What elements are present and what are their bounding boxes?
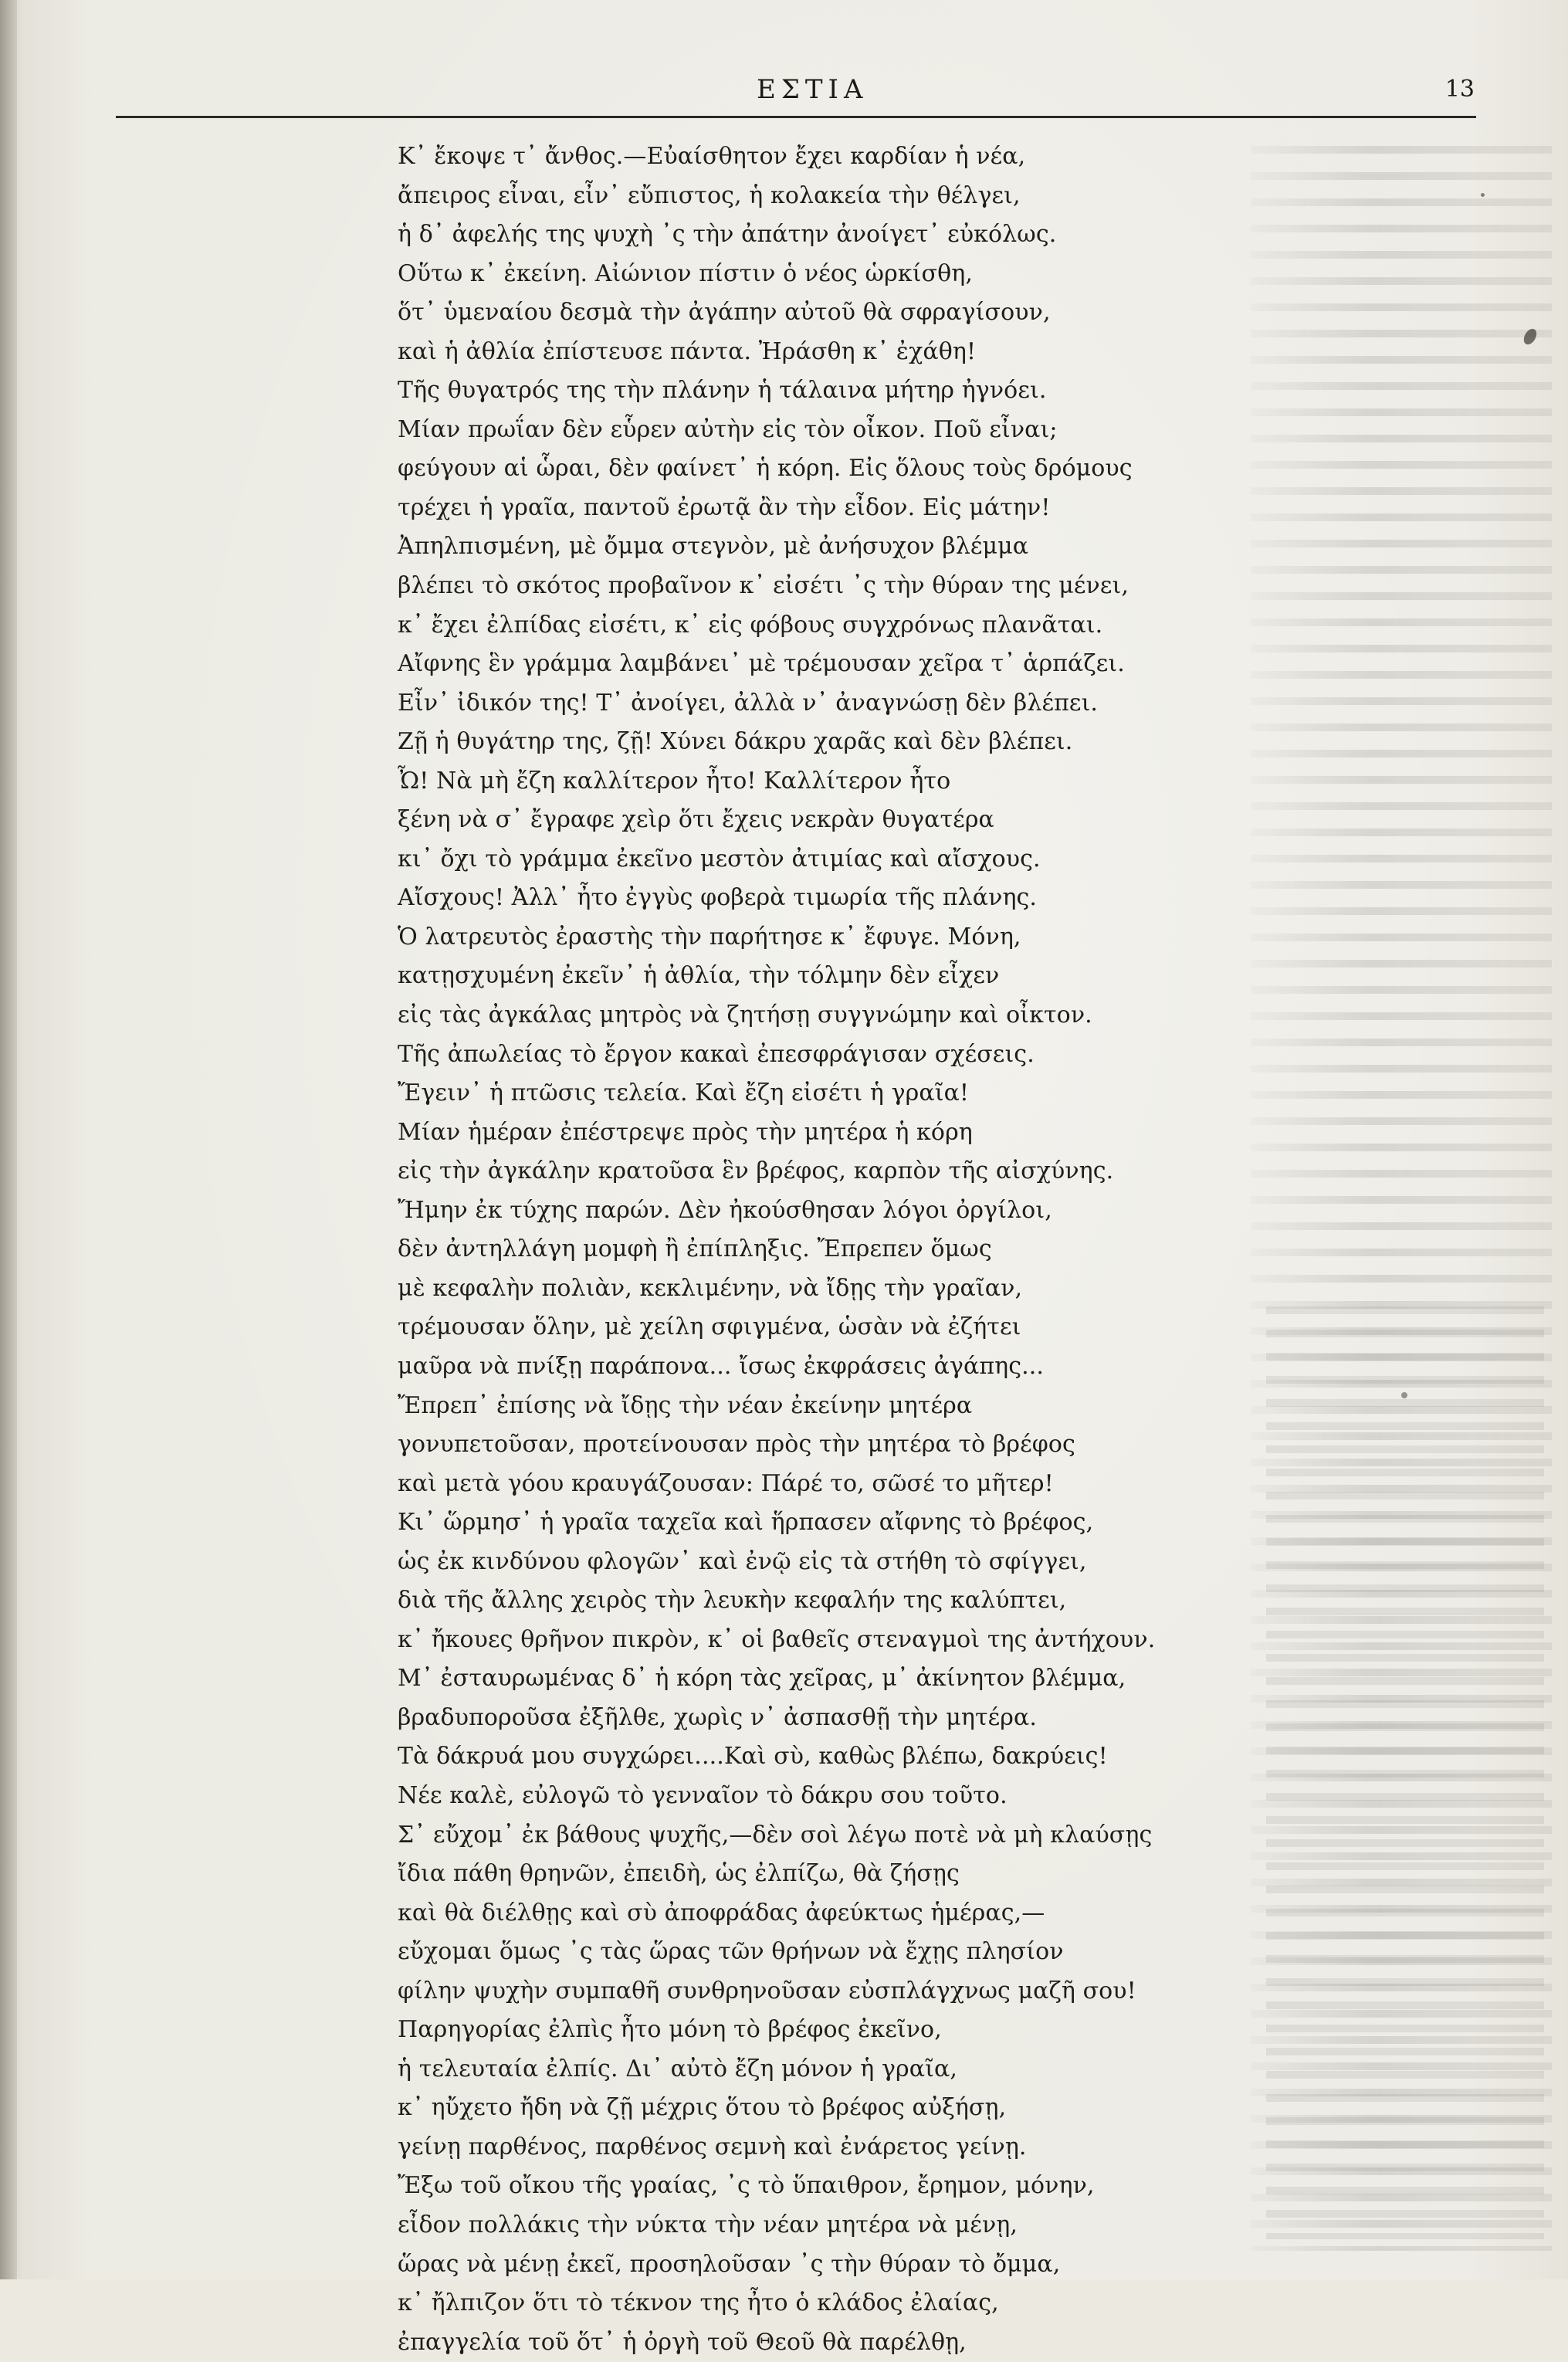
poem-line: Μίαν ἡμέραν ἐπέστρεψε πρὸς τὴν μητέρα ἡ κόρη [398,1118,973,1146]
poem-line: Ἤμην ἐκ τύχης παρών. Δὲν ἠκούσθησαν λόγοι ὀργίλοι, [398,1196,1052,1224]
poem-line: Ἔγειν᾽ ἡ πτῶσις τελεία. Καὶ ἔζη εἰσέτι ἡ γραῖα! [398,1079,970,1107]
poem-line: καὶ μετὰ γόου κραυγάζουσαν: Πάρέ το, σῶσέ το μῆτερ! [398,1469,1054,1497]
poem-line: Σ᾽ εὔχομ᾽ ἐκ βάθους ψυχῆς,—δὲν σοὶ λέγω ποτὲ νὰ μὴ κλαύσῃς [398,1821,1153,1849]
poem-body [398,137,1270,2362]
header-rule [116,116,1476,118]
page-gutter-shadow [0,0,17,2279]
journal-title: ΕΣΤΙΑ [757,74,869,105]
poem-line: Ζῇ ἡ θυγάτηρ της, ζῇ! Χύνει δάκρυ χαρᾶς καὶ δὲν βλέπει. [398,728,1073,756]
poem-line: Ὦ! Νὰ μὴ ἔζη καλλίτερον ἦτο! Καλλίτερον ἦτο [398,767,951,795]
poem-line: Ἀπηλπισμένη, μὲ ὄμμα στεγνὸν, μὲ ἀνήσυχον βλέμμα [398,533,1029,561]
poem-line: ὡς ἐκ κινδύνου φλογῶν᾽ καὶ ἐνῷ εἰς τὰ στήθη τὸ σφίγγει, [398,1547,1087,1575]
poem-line: εἰς τὰς ἀγκάλας μητρὸς νὰ ζητήσῃ συγγνώμην καὶ οἶκτον. [398,1001,1092,1029]
poem-line: Μ᾽ ἐσταυρωμένας δ᾽ ἡ κόρη τὰς χεῖρας, μ᾽ ἀκίνητον βλέμμα, [398,1665,1126,1693]
poem-line: Ἔξω τοῦ οἴκου τῆς γραίας, ᾽ς τὸ ὕπαιθρον, ἔρημον, μόνην, [398,2172,1095,2200]
running-header [116,68,1475,114]
poem-line: καὶ θὰ διέλθῃς καὶ σὺ ἀποφράδας ἀφεύκτως ἡμέρας,— [398,1899,1045,1927]
poem-line: ὅτ᾽ ὑμεναίου δεσμὰ τὴν ἀγάπην αὐτοῦ θὰ σφραγίσουν, [398,299,1051,327]
poem-line: κ᾽ ἤλπιζον ὅτι τὸ τέκνον της ἦτο ὁ κλάδος ἐλαίας, [398,2289,999,2317]
poem-line: κ᾽ ηὔχετο ἤδη νὰ ζῇ μέχρις ὅτου τὸ βρέφος αὐξήσῃ, [398,2094,1007,2122]
poem-line: διὰ τῆς ἄλλης χειρὸς τὴν λευκὴν κεφαλήν της καλύπτει, [398,1587,1067,1615]
poem-line: ἡ δ᾽ ἀφελής της ψυχὴ ᾽ς τὴν ἀπάτην ἀνοίγετ᾽ εὐκόλως. [398,221,1057,249]
ink-speck [1481,193,1485,197]
ink-speck [1401,1392,1407,1398]
poem-line: Τῆς θυγατρός της τὴν πλάνην ἡ τάλαινα μήτηρ ἠγνόει. [398,377,1047,405]
poem-line: φίλην ψυχὴν συμπαθῆ συνθρηνοῦσαν εὐσπλάγχνως μαζῆ σου! [398,1977,1136,2004]
poem-line: κι᾽ ὄχι τὸ γράμμα ἐκεῖνο μεστὸν ἀτιμίας καὶ αἴσχους. [398,845,1041,873]
poem-line: Αἴσχους! Ἀλλ᾽ ἦτο ἐγγὺς φοβερὰ τιμωρία τῆς πλάνης. [398,884,1038,912]
poem-line: Αἴφνης ἓν γράμμα λαμβάνει᾽ μὲ τρέμουσαν χεῖρα τ᾽ ἁρπάζει. [398,650,1125,678]
poem-line: Οὕτω κ᾽ ἐκείνη. Αἰώνιον πίστιν ὁ νέος ὡρκίσθη, [398,259,974,287]
poem-line: ἴδια πάθη θρηνῶν, ἐπειδὴ, ὡς ἐλπίζω, θὰ ζήσῃς [398,1860,960,1888]
poem-line: Εἶν᾽ ἰδικόν της! Τ᾽ ἀνοίγει, ἀλλὰ ν᾽ ἀναγνώσῃ δὲν βλέπει. [398,689,1099,717]
poem-line: γείνῃ παρθένος, παρθένος σεμνὴ καὶ ἐνάρετος γείνῃ. [398,2133,1027,2160]
poem-line: εὔχομαι ὅμως ᾽ς τὰς ὥρας τῶν θρήνων νὰ ἔχῃς πλησίον [398,1938,1064,1966]
poem-line: Ἔπρεπ᾽ ἐπίσης νὰ ἴδῃς τὴν νέαν ἐκείνην μητέρα [398,1391,973,1419]
poem-line: Ὁ λατρευτὸς ἐραστὴς τὴν παρήτησε κ᾽ ἔφυγε. Μόνη, [398,923,1021,951]
poem-line: Κι᾽ ὥρμησ᾽ ἡ γραῖα ταχεῖα καὶ ἥρπασεν αἴφνης τὸ βρέφος, [398,1509,1094,1537]
poem-line: ξένη νὰ σ᾽ ἔγραφε χεὶρ ὅτι ἔχεις νεκρὰν θυγατέρα [398,806,994,834]
poem-line: Μίαν πρωΐαν δὲν εὗρεν αὐτὴν εἰς τὸν οἶκον. Ποῦ εἶναι; [398,415,1058,443]
poem-line: εἰς τὴν ἀγκάλην κρατοῦσα ἓν βρέφος, καρπὸν τῆς αἰσχύνης. [398,1157,1114,1185]
page-number: 13 [1444,76,1475,103]
poem-line: μαῦρα νὰ πνίξῃ παράπονα... ἴσως ἐκφράσεις ἀγάπης... [398,1352,1045,1380]
poem-line: γονυπετοῦσαν, προτείνουσαν πρὸς τὴν μητέρα τὸ βρέφος [398,1431,1075,1459]
bleed-through-text-lower [1266,1297,1544,2239]
poem-line: βραδυποροῦσα ἐξῆλθε, χωρὶς ν᾽ ἀσπασθῇ τὴν μητέρα. [398,1703,1038,1731]
poem-line: Τῆς ἀπωλείας τὸ ἔργον κακαὶ ἐπεσφράγισαν σχέσεις. [398,1040,1035,1068]
poem-line: φεύγουν αἱ ὧραι, δὲν φαίνετ᾽ ἡ κόρη. Εἰς ὅλους τοὺς δρόμους [398,455,1133,483]
poem-line: ὥρας νὰ μένῃ ἐκεῖ, προσηλοῦσαν ᾽ς τὴν θύραν τὸ ὄμμα, [398,2250,1061,2278]
poem-line: μὲ κεφαλὴν πολιὰν, κεκλιμένην, νὰ ἴδῃς τὴν γραῖαν, [398,1274,1023,1302]
poem-line: Κ᾽ ἔκοψε τ᾽ ἄνθος.—Εὐαίσθητον ἔχει καρδίαν ἡ νέα, [398,143,1026,170]
poem-line: Τὰ δάκρυά μου συγχώρει....Καὶ σὺ, καθὼς βλέπω, δακρύεις! [398,1743,1108,1771]
poem-line: τρέχει ἡ γραῖα, παντοῦ ἐρωτᾷ ἂν τὴν εἶδον. Εἰς μάτην! [398,493,1051,521]
poem-line: κατῃσχυμένη ἐκεῖν᾽ ἡ ἀθλία, τὴν τόλμην δὲν εἶχεν [398,962,1000,990]
poem-line: ἐπαγγελία τοῦ ὅτ᾽ ἡ ὀργὴ τοῦ Θεοῦ θὰ παρέλθῃ, [398,2328,967,2356]
poem-line: ἄπειρος εἶναι, εἶν᾽ εὔπιστος, ἡ κολακεία τὴν θέλγει, [398,181,1021,209]
poem-line: κ᾽ ἤκουες θρῆνον πικρὸν, κ᾽ οἱ βαθεῖς στεναγμοὶ της ἀντήχουν. [398,1625,1156,1653]
poem-line: Παρηγορίας ἐλπὶς ἦτο μόνη τὸ βρέφος ἐκεῖνο, [398,2016,942,2044]
poem-line: δὲν ἀντηλλάγη μομφὴ ἢ ἐπίπληξις. Ἔπρεπεν ὅμως [398,1235,992,1263]
poem-line: ἡ τελευταία ἐλπίς. Δι᾽ αὐτὸ ἔζη μόνον ἡ γραῖα, [398,2055,957,2082]
poem-line: Νέε καλὲ, εὐλογῶ τὸ γενναῖον τὸ δάκρυ σου τοῦτο. [398,1781,1008,1809]
poem-line: καὶ ἡ ἀθλία ἐπίστευσε πάντα. Ἠράσθη κ᾽ ἐχάθη! [398,337,977,365]
poem-line: βλέπει τὸ σκότος προβαῖνον κ᾽ εἰσέτι ᾽ς τὴν θύραν της μένει, [398,572,1129,600]
poem-line: τρέμουσαν ὅλην, μὲ χείλη σφιγμένα, ὡσὰν νὰ ἐζήτει [398,1313,1021,1341]
poem-line: κ᾽ ἔχει ἐλπίδας εἰσέτι, κ᾽ εἰς φόβους συγχρόνως πλανᾶται. [398,611,1103,639]
poem-line: εἶδον πολλάκις τὴν νύκτα τὴν νέαν μητέρα νὰ μένῃ, [398,2211,1018,2238]
